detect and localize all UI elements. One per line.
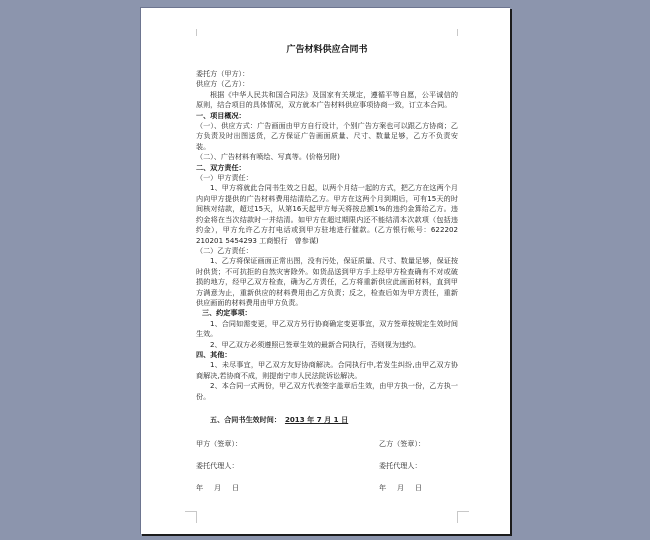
corner-mark-bottom-left (185, 511, 197, 523)
section-4-heading: 四、其他： (196, 349, 232, 359)
section-2-sub1-heading: （一）甲方责任： (196, 173, 253, 183)
section-3-item-2: 2、甲乙双方必须遵照已签章生效的最新合同执行，否则视为违约。 (210, 339, 421, 349)
party-a-label: 委托方（甲方）： (196, 69, 250, 78)
signature-row-date (196, 483, 458, 505)
effective-date-line (196, 415, 458, 425)
signature-block (196, 439, 458, 505)
month-label: 月 (214, 483, 222, 493)
day-label: 日 (415, 483, 423, 493)
section-2-sub2-heading: （二）乙方责任： (196, 245, 253, 255)
party-b-label: 供应方（乙方）： (196, 79, 250, 89)
party-b-agent: 委托代理人： (379, 461, 422, 471)
year-label: 年 (379, 483, 387, 493)
section-4-item-1: 1、未尽事宜，甲乙双方友好协商解决。合同执行中,若发生纠纷,由甲乙双方协商解决,若协商不成，则提南宁市人民法院诉讼解决。 (196, 360, 458, 380)
document-page (140, 7, 510, 534)
effective-date-label: 五、合同书生效时间： (210, 415, 281, 424)
document-title: 广告材料供应合同书 (286, 45, 368, 55)
party-a-date (196, 483, 250, 493)
section-2-heading: 二、双方责任： (196, 162, 246, 172)
section-4-item-2: 2、本合同一式两份，甲乙双方代表签字盖章后生效，由甲方执一份，乙方执一份。 (196, 381, 458, 401)
effective-date-value: 2013 年 7 月 1 日 (284, 415, 349, 424)
signature-row-agent (196, 461, 458, 483)
party-a-signature: 甲方（签章）： (196, 439, 243, 449)
signature-row-stamp (196, 439, 458, 461)
section-3-heading: 三、约定事项： (202, 308, 252, 318)
section-1-heading: 一、项目概况： (196, 110, 246, 120)
day-label: 日 (232, 483, 240, 493)
section-3-item-1: 1、合同如需变更，甲乙双方另行协商确定变更事宜，双方签章按规定生效时间生效。 (196, 318, 458, 339)
section-1-item-2: （二）、广告材料有喷绘、写真等。(价格另附) (196, 152, 340, 162)
corner-mark-bottom-right (457, 511, 469, 523)
party-a-agent: 委托代理人： (196, 461, 239, 471)
section-2-sub2-text: 1、乙方将保证画面正常出图，没有污处，保证质量、尺寸、数量足够，保证按时供货；不可抗拒的自然灾害除外。如货品送到甲方手上经甲方检查确有不对或破损的地方，经甲乙双方检查，确为乙方责任，乙方将重新供应此画面材料，直到甲方满意为止，重新供应的材料费用由乙方负责；反之，检查后如为甲方责任，重新供应画面的材料费用由甲方负责。 (196, 256, 458, 307)
corner-mark-top-left (196, 29, 197, 36)
document-body (196, 44, 458, 505)
section-2-sub1-text: 1、甲方将就此合同书生效之日起，以两个月结一起的方式，把乙方在这两个月内向甲方提供的广告材料费用结清给乙方。甲方在这两个月到期后，可有15天的时间核对结款，超过15天，从第16天起甲方每天将按总额1%的违约金算给乙方。违约金将在当次结款时一并结清。如甲方在超过期限内还不能结清本次款项（包括违约金），甲方允许乙方打电话或到甲方驻地进行催款。(乙方银行帐号：622202 210201 5454293 工商银行 曾参谋) (196, 183, 458, 245)
year-label: 年 (196, 483, 204, 493)
section-1-item-1: （一）、供应方式：广告画面由甲方自行设计，个别广告方案也可以跟乙方协商；乙方负责及时出图送货，乙方保证广告画面质量、尺寸、数量足够，乙方不负责安装。 (196, 121, 458, 151)
preamble: 根据《中华人民共和国合同法》及国家有关规定，遵循平等自愿，公平诚信的原则，结合项目的具体情况，双方就本广告材料供应事项协商一致，订立本合同。 (196, 89, 458, 110)
month-label: 月 (397, 483, 405, 493)
party-b-signature: 乙方（签章）： (379, 439, 426, 449)
party-b-date (379, 483, 433, 493)
corner-mark-top-right (457, 29, 458, 36)
